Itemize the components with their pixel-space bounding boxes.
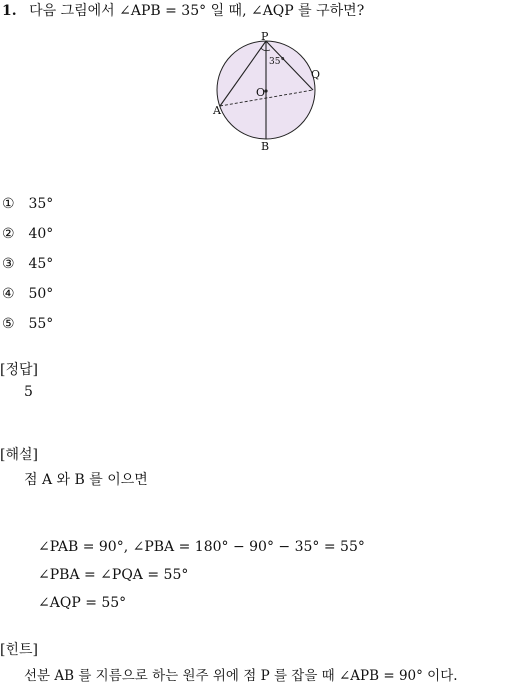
explanation-line-3: ∠AQP = 55° [38,595,127,611]
option-text: 50° [28,286,54,302]
option-mark: ⑤ [2,316,15,332]
explanation-heading: [해설] [0,447,38,463]
option-text: 35° [28,196,54,212]
option-mark: ② [2,226,15,242]
option-text: 45° [28,256,54,272]
label-q: Q [311,68,321,81]
explanation-line-1: ∠PAB = 90°, ∠PBA = 180° − 90° − 35° = 55° [38,539,365,555]
label-b: B [261,140,270,153]
option-1[interactable] [2,196,53,212]
explanation-line-2: ∠PBA = ∠PQA = 55° [38,567,189,583]
option-2[interactable] [2,226,53,242]
option-mark: ③ [2,256,15,272]
option-4[interactable] [2,286,53,302]
label-o: O [256,86,266,99]
option-text: 55° [28,316,54,332]
question [2,0,364,20]
label-a: A [213,104,221,117]
option-5[interactable] [2,316,53,332]
answer-heading: [정답] [0,362,38,378]
explanation-intro: 점 A 와 B 를 이으면 [24,472,148,488]
label-angle: 35° [269,57,285,67]
hint-text: 선분 AB 를 지름으로 하는 원주 위에 점 P 를 잡을 때 ∠APB = 90° 이다. [24,668,458,684]
label-p: P [261,30,269,43]
circle-figure [200,30,340,155]
option-mark: ④ [2,286,15,302]
option-3[interactable] [2,256,53,272]
hint-heading: [힌트] [0,642,38,658]
option-text: 40° [28,226,54,242]
option-mark: ① [2,196,15,212]
answer-value: 5 [24,384,33,400]
question-text: 다음 그림에서 ∠APB = 35° 일 때, ∠AQP 를 구하면? [29,3,365,19]
question-number: 1. [2,3,17,19]
